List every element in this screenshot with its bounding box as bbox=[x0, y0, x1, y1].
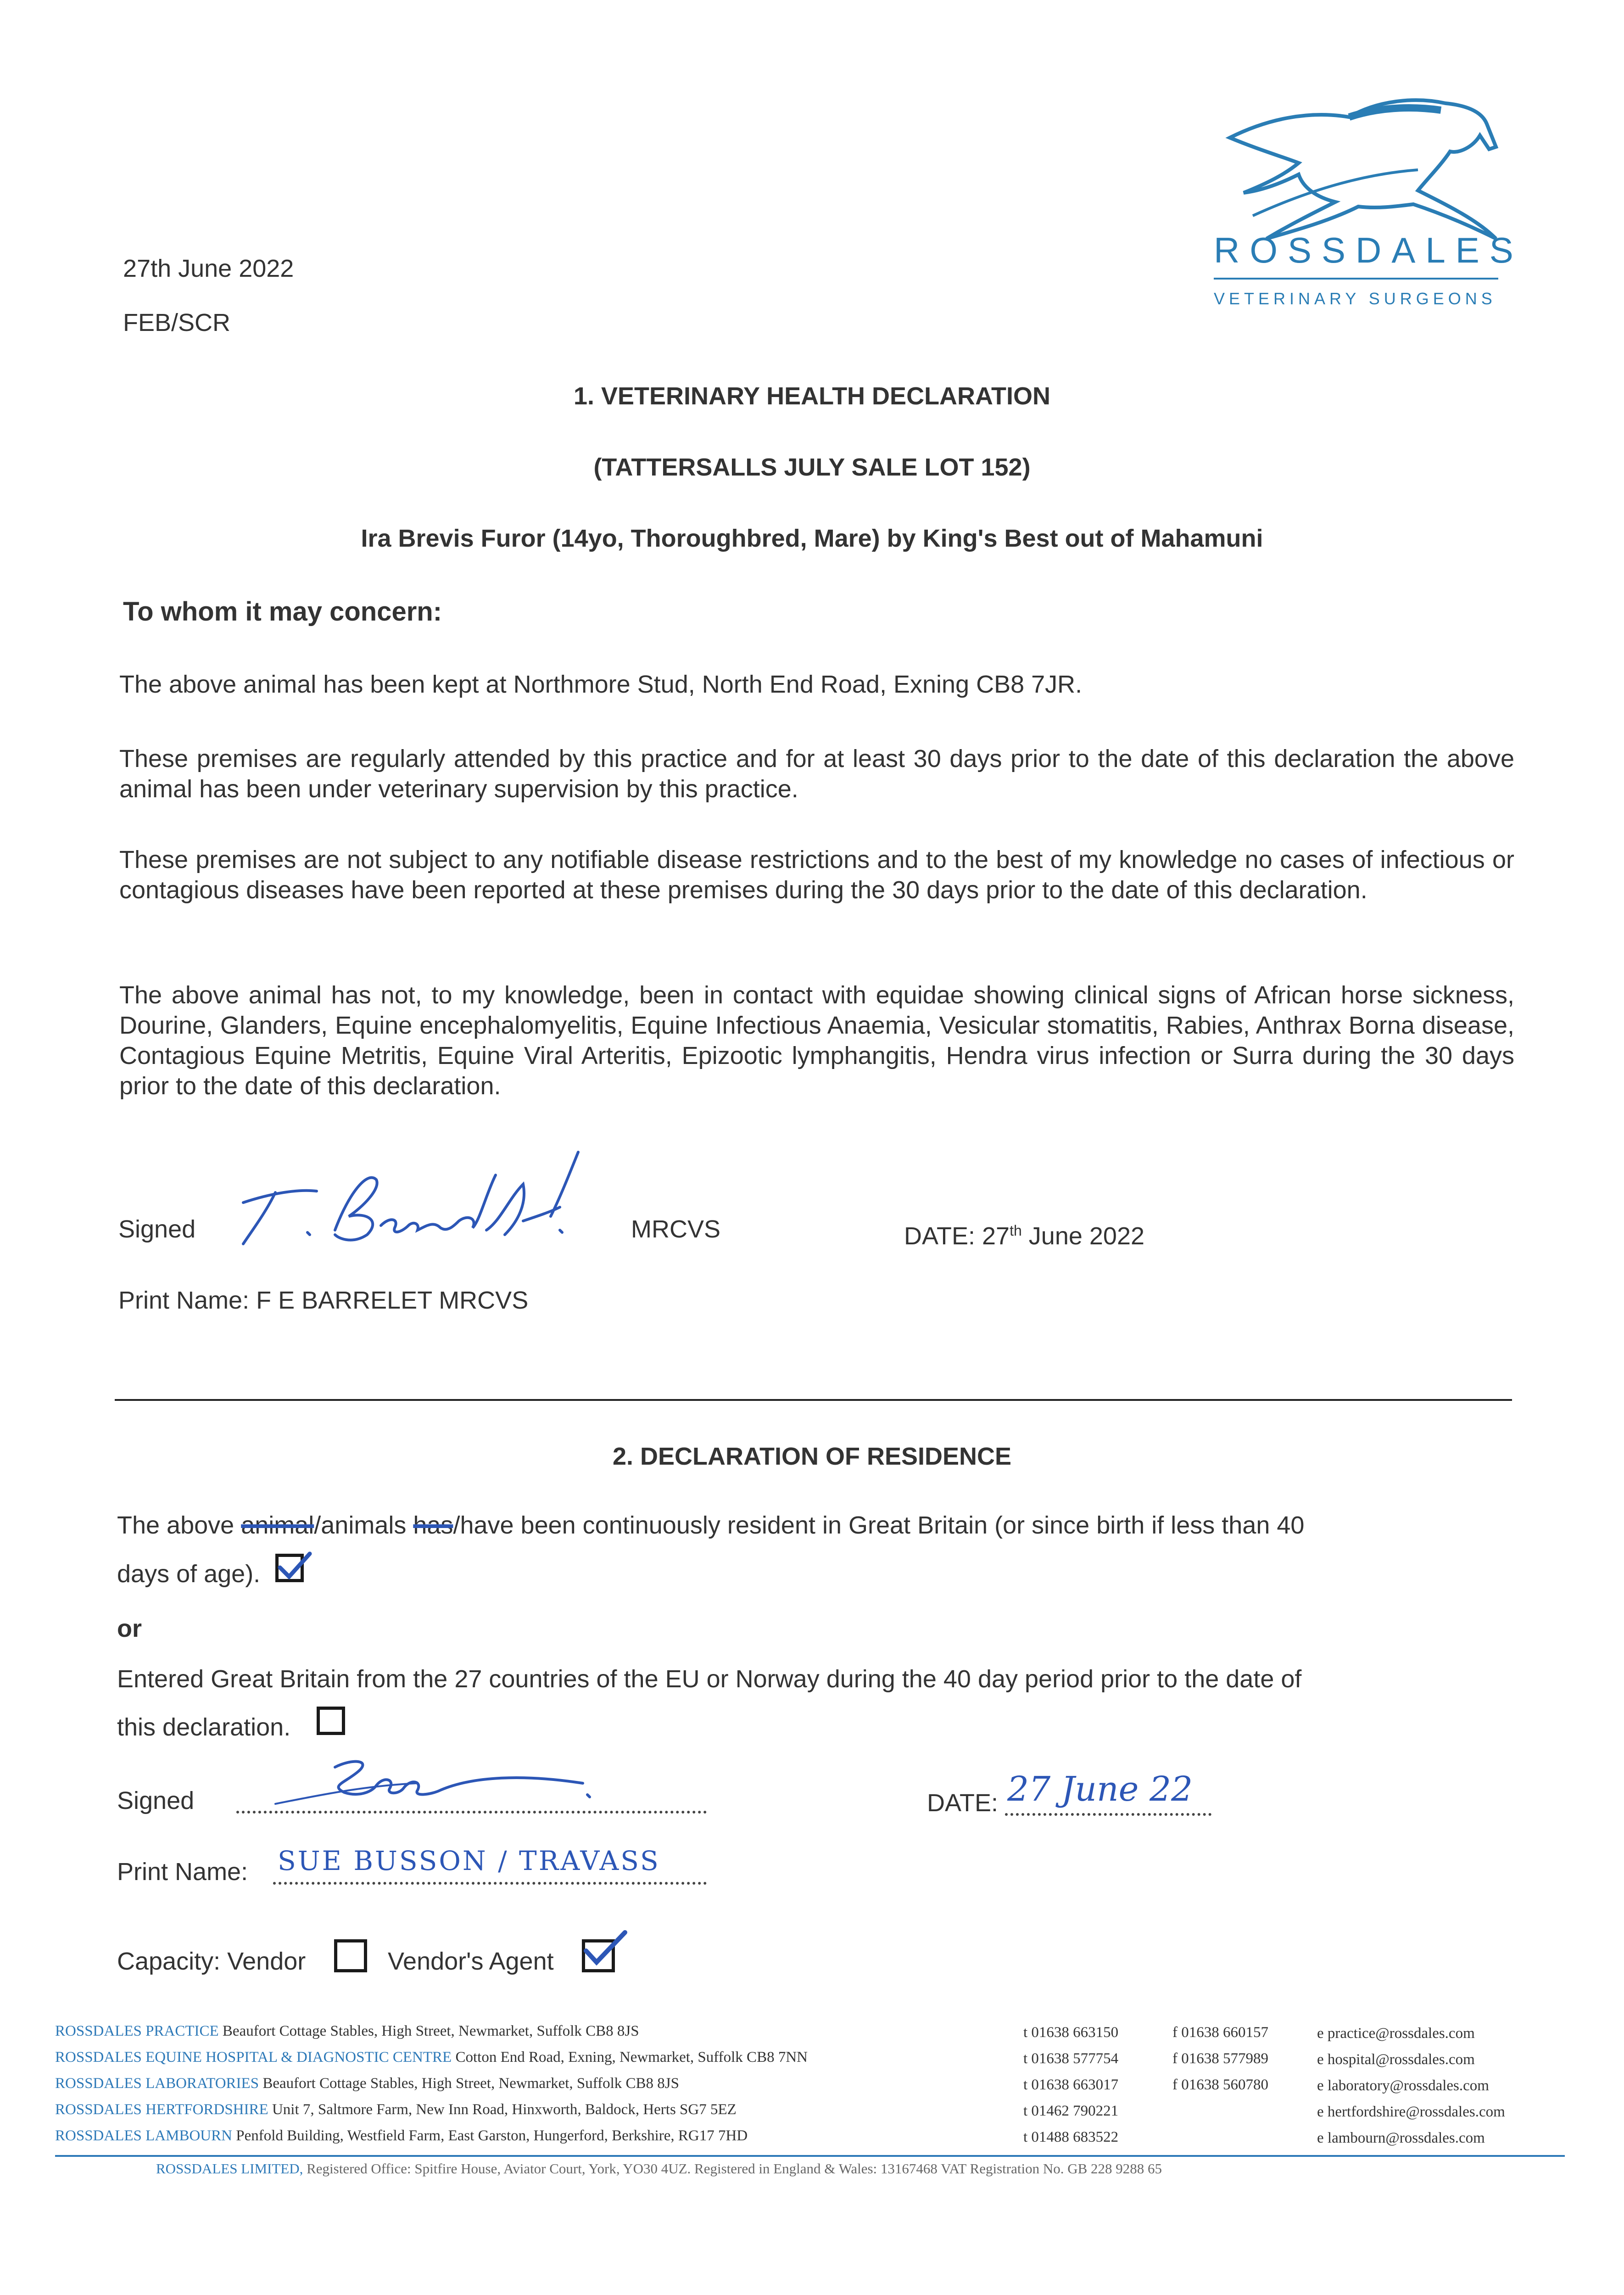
footer-email[interactable]: e practice@rossdales.com bbox=[1317, 2025, 1475, 2042]
footer-row: ROSSDALES EQUINE HOSPITAL & DIAGNOSTIC CENTRE Cotton End Road, Exning, Newmarket, Suffolk CB8 7NN bbox=[55, 2049, 808, 2066]
galloping-horse-logo bbox=[1211, 92, 1533, 243]
section2-date-label: DATE: bbox=[927, 1789, 999, 1817]
footer-tel: t 01638 577754 bbox=[1023, 2050, 1119, 2067]
print-name-line bbox=[273, 1882, 707, 1885]
entered-statement-end: this declaration. bbox=[117, 1713, 291, 1741]
vendor-checkbox[interactable] bbox=[334, 1939, 367, 1972]
section2-signed-label: Signed bbox=[117, 1787, 195, 1814]
salutation: To whom it may concern: bbox=[123, 597, 442, 627]
footer-rule bbox=[55, 2155, 1565, 2157]
footer-row: ROSSDALES LABORATORIES Beaufort Cottage Stables, High Street, Newmarket, Suffolk CB8 8JS bbox=[55, 2075, 680, 2092]
vendor-agent-check-mark bbox=[579, 1928, 630, 1969]
registered-office: ROSSDALES LIMITED, Registered Office: Spitfire House, Aviator Court, York, YO30 4UZ. Registered in England & Wales: 13167468 VAT Registration No. GB 228 9288 65 bbox=[156, 2161, 1162, 2177]
mrcvs-label: MRCVS bbox=[631, 1215, 721, 1243]
vendor-agent-label: Vendor's Agent bbox=[388, 1948, 554, 1975]
footer-email[interactable]: e laboratory@rossdales.com bbox=[1317, 2077, 1489, 2094]
section1-signed-label: Signed bbox=[118, 1215, 196, 1243]
section2-print-name-label: Print Name: bbox=[117, 1858, 248, 1886]
footer-row: ROSSDALES PRACTICE Beaufort Cottage Stables, High Street, Newmarket, Suffolk CB8 8JS bbox=[55, 2023, 639, 2039]
footer-tel: t 01488 683522 bbox=[1023, 2129, 1119, 2145]
capacity-label: Capacity: Vendor bbox=[117, 1948, 306, 1975]
footer-fax: f 01638 660157 bbox=[1172, 2024, 1268, 2041]
entered-statement: Entered Great Britain from the 27 countries of the EU or Norway during the 40 day period prior to the date of bbox=[117, 1665, 1302, 1693]
paragraph-supervision: These premises are regularly attended by this practice and for at least 30 days prior to the date of this declaration the above animal has been under veterinary supervision by this practice. bbox=[119, 745, 1514, 803]
section1-subtitle: (TATTERSALLS JULY SALE LOT 152) bbox=[593, 453, 1031, 481]
footer-tel: t 01462 790221 bbox=[1023, 2103, 1119, 2119]
footer-tel: t 01638 663150 bbox=[1023, 2024, 1119, 2041]
letter-reference: FEB/SCR bbox=[123, 309, 231, 336]
logo-tagline: VETERINARY SURGEONS bbox=[1214, 289, 1496, 308]
section-divider bbox=[115, 1399, 1512, 1401]
footer-tel: t 01638 663017 bbox=[1023, 2077, 1119, 2093]
horse-description: Ira Brevis Furor (14yo, Thoroughbred, Mare) by King's Best out of Mahamuni bbox=[361, 525, 1263, 552]
resident-check-mark bbox=[275, 1547, 317, 1584]
date-line bbox=[1005, 1813, 1211, 1816]
entered-checkbox[interactable] bbox=[317, 1707, 345, 1735]
footer-row: ROSSDALES LAMBOURN Penfold Building, Westfield Farm, East Garston, Hungerford, Berkshire, RG17 7HD bbox=[55, 2127, 748, 2144]
rossdales-logo bbox=[1211, 92, 1533, 321]
vendor-signature bbox=[266, 1749, 642, 1818]
logo-wordmark: ROSSDALES bbox=[1214, 230, 1524, 270]
residence-statement: The above animal/animals has/have been continuously resident in Great Britain (or since birth if less than 40 bbox=[117, 1511, 1305, 1539]
section2-date-handwritten: 27 June 22 bbox=[1007, 1769, 1193, 1809]
paragraph-restrictions: These premises are not subject to any notifiable disease restrictions and to the best of my knowledge no cases of infectious or contagious diseases have been reported at these premises during the 30 days prior to the date of this declaration. bbox=[119, 846, 1514, 904]
footer-email[interactable]: e hertfordshire@rossdales.com bbox=[1317, 2104, 1505, 2120]
logo-rule bbox=[1214, 278, 1498, 280]
section1-date: DATE: 27th June 2022 bbox=[904, 1222, 1145, 1250]
footer-email[interactable]: e hospital@rossdales.com bbox=[1317, 2051, 1475, 2068]
or-label: or bbox=[117, 1615, 142, 1642]
residence-statement-end: days of age). bbox=[117, 1560, 261, 1588]
paragraph-premises: The above animal has been kept at Northmore Stud, North End Road, Exning CB8 7JR. bbox=[119, 671, 1083, 698]
vet-signature bbox=[229, 1138, 619, 1258]
section2-print-name-handwritten: SUE BUSSON / TRAVASS bbox=[278, 1845, 660, 1876]
section1-print-name: Print Name: F E BARRELET MRCVS bbox=[118, 1287, 529, 1314]
footer-row: ROSSDALES HERTFORDSHIRE Unit 7, Saltmore Farm, New Inn Road, Hinxworth, Baldock, Herts SG7 5EZ bbox=[55, 2101, 737, 2118]
section2-title: 2. DECLARATION OF RESIDENCE bbox=[612, 1443, 1012, 1470]
letter-date: 27th June 2022 bbox=[123, 255, 294, 282]
section1-title: 1. VETERINARY HEALTH DECLARATION bbox=[573, 382, 1051, 410]
paragraph-contact: The above animal has not, to my knowledge, been in contact with equidae showing clinical signs of African horse sickness, Dourine, Glanders, Equine encephalomyelitis, Equine Infectious Anaemia, Vesicular stomatitis, Rabies, Anthrax Borna disease, Contagious Equine Metritis, Equine Viral Arteritis, Epizootic lymphangitis, Hendra virus infection or Surra during the 30 days prior to the date of this declaration. bbox=[119, 981, 1514, 1100]
footer-fax: f 01638 560780 bbox=[1172, 2077, 1268, 2093]
footer-fax: f 01638 577989 bbox=[1172, 2050, 1268, 2067]
footer-email[interactable]: e lambourn@rossdales.com bbox=[1317, 2130, 1485, 2146]
